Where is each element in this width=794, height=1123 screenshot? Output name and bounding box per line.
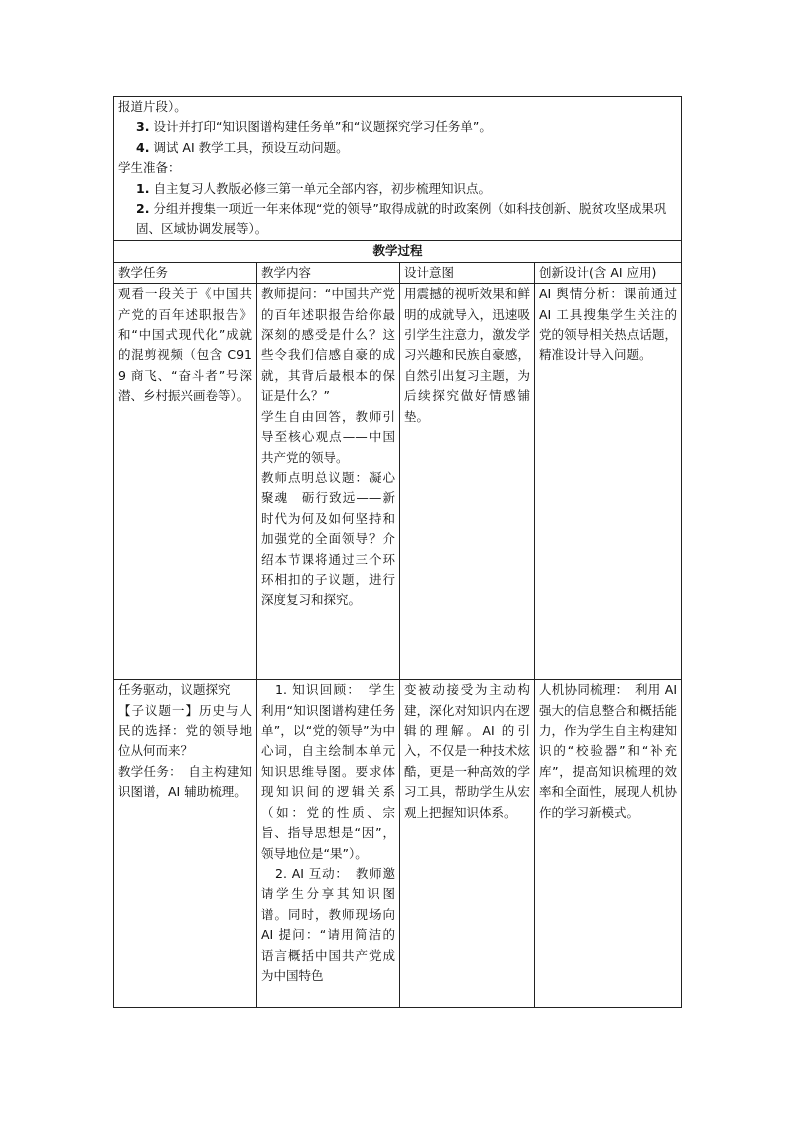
row-2-content-para-1: 1. 知识回顾： 学生利用“知识图谱构建任务单”，以“党的领导”为中心词，自主绘制本单元知识思维导图。要求体现知识间的逻辑关系（如：党的性质、宗旨、指导思想是“因”，领导地位是“果”）。 bbox=[261, 682, 395, 861]
row-2-content-para-2: 2. AI 互动： 教师邀请学生分享其知识图谱。同时，教师现场向 AI 提问：“请用简洁的语言概括中国共产党成为中国特色 bbox=[261, 865, 395, 983]
section-title: 教学过程 bbox=[114, 240, 682, 262]
section-title-row bbox=[114, 240, 682, 262]
row-1-content-para-3: 教师点明总议题：凝心聚魂 砺行致远——新时代为何及如何坚持和加强党的全面领导？介绍本节课将通过三个环环相扣的子议题，进行深度复习和探究。 bbox=[261, 469, 395, 608]
prep-line-1: 报道片段）。 bbox=[118, 99, 187, 114]
column-header-row bbox=[114, 262, 682, 283]
preparation-row bbox=[114, 97, 682, 241]
prep-item-4 bbox=[118, 138, 677, 158]
row-1-intent: 用震撼的视听效果和鲜明的成就导入，迅速吸引学生注意力，激发学习兴趣和民族自豪感，自然引出复习主题，为后续探究做好情感铺垫。 bbox=[400, 284, 535, 680]
row-1-innovation: AI 舆情分析：课前通过 AI 工具搜集学生关注的党的领导相关热点话题，精准设计导入问题。 bbox=[535, 284, 682, 680]
row-2-task-line-2: 【子议题一】历史与人民的选择：党的领导地位从何而来？ bbox=[118, 702, 252, 759]
student-prep-item-1-number: 1. bbox=[136, 180, 150, 196]
row-1-task: 观看一段关于《中国共产党的百年述职报告》和“中国式现代化”成就的混剪视频（包含 C919 商飞、“奋斗者”号深潜、乡村振兴画卷等）。 bbox=[114, 284, 257, 680]
lesson-plan-table bbox=[113, 96, 682, 1008]
row-2-innovation: 人机协同梳理： 利用 AI 强大的信息整合和概括能力，作为学生自主构建知识的“校验器”和“补充库”，提高知识梳理的效率和全面性，展现人机协作的学习新模式。 bbox=[535, 680, 682, 1008]
student-prep-item-1-text: 自主复习人教版必修三第一单元全部内容，初步梳理知识点。 bbox=[153, 180, 491, 196]
prep-item-4-number: 4. bbox=[136, 139, 150, 155]
column-header-task: 教学任务 bbox=[114, 262, 257, 283]
row-2-task-line-3: 教学任务： 自主构建知识图谱，AI 辅助梳理。 bbox=[118, 763, 252, 800]
prep-item-3-number: 3. bbox=[136, 119, 150, 135]
preparation-cell bbox=[114, 97, 682, 241]
row-1-content bbox=[257, 284, 400, 680]
prep-item-3 bbox=[118, 117, 677, 137]
row-1-content-para-1: 教师提问：“中国共产党的百年述职报告给你最深刻的感受是什么？这些令我们信感自豪的成就，其背后最根本的保证是什么？” bbox=[261, 286, 395, 404]
column-header-innovation: 创新设计(含 AI 应用) bbox=[535, 262, 682, 283]
row-2-intent: 变被动接受为主动构建，深化对知识内在逻辑的理解。AI 的引入，不仅是一种技术炫酷，更是一种高效的学习工具，帮助学生从宏观上把握知识体系。 bbox=[400, 680, 535, 1008]
column-header-intent: 设计意图 bbox=[400, 262, 535, 283]
student-prep-item-1 bbox=[118, 179, 677, 199]
prep-item-4-text: 调试 AI 教学工具，预设互动问题。 bbox=[153, 139, 349, 155]
row-2-task bbox=[114, 680, 257, 1008]
column-header-content: 教学内容 bbox=[257, 262, 400, 283]
prep-item-3-text: 设计并打印“知识图谱构建任务单”和“议题探究学习任务单”。 bbox=[153, 119, 492, 135]
student-prep-item-2-number: 2. bbox=[136, 201, 150, 217]
student-prep-heading: 学生准备： bbox=[118, 160, 181, 176]
table-row bbox=[114, 680, 682, 1008]
student-prep-item-2-text: 分组并搜集一项近一年来体现“党的领导”取得成就的时政案例（如科技创新、脱贫攻坚成果巩固、区域协调发展等）。 bbox=[136, 201, 667, 237]
row-2-content bbox=[257, 680, 400, 1008]
row-1-content-para-2: 学生自由回答，教师引导至核心观点——中国共产党的领导。 bbox=[261, 408, 395, 465]
row-2-task-line-1: 任务驱动，议题探究 bbox=[118, 682, 231, 698]
table-row bbox=[114, 284, 682, 680]
student-prep-item-2 bbox=[118, 199, 677, 240]
